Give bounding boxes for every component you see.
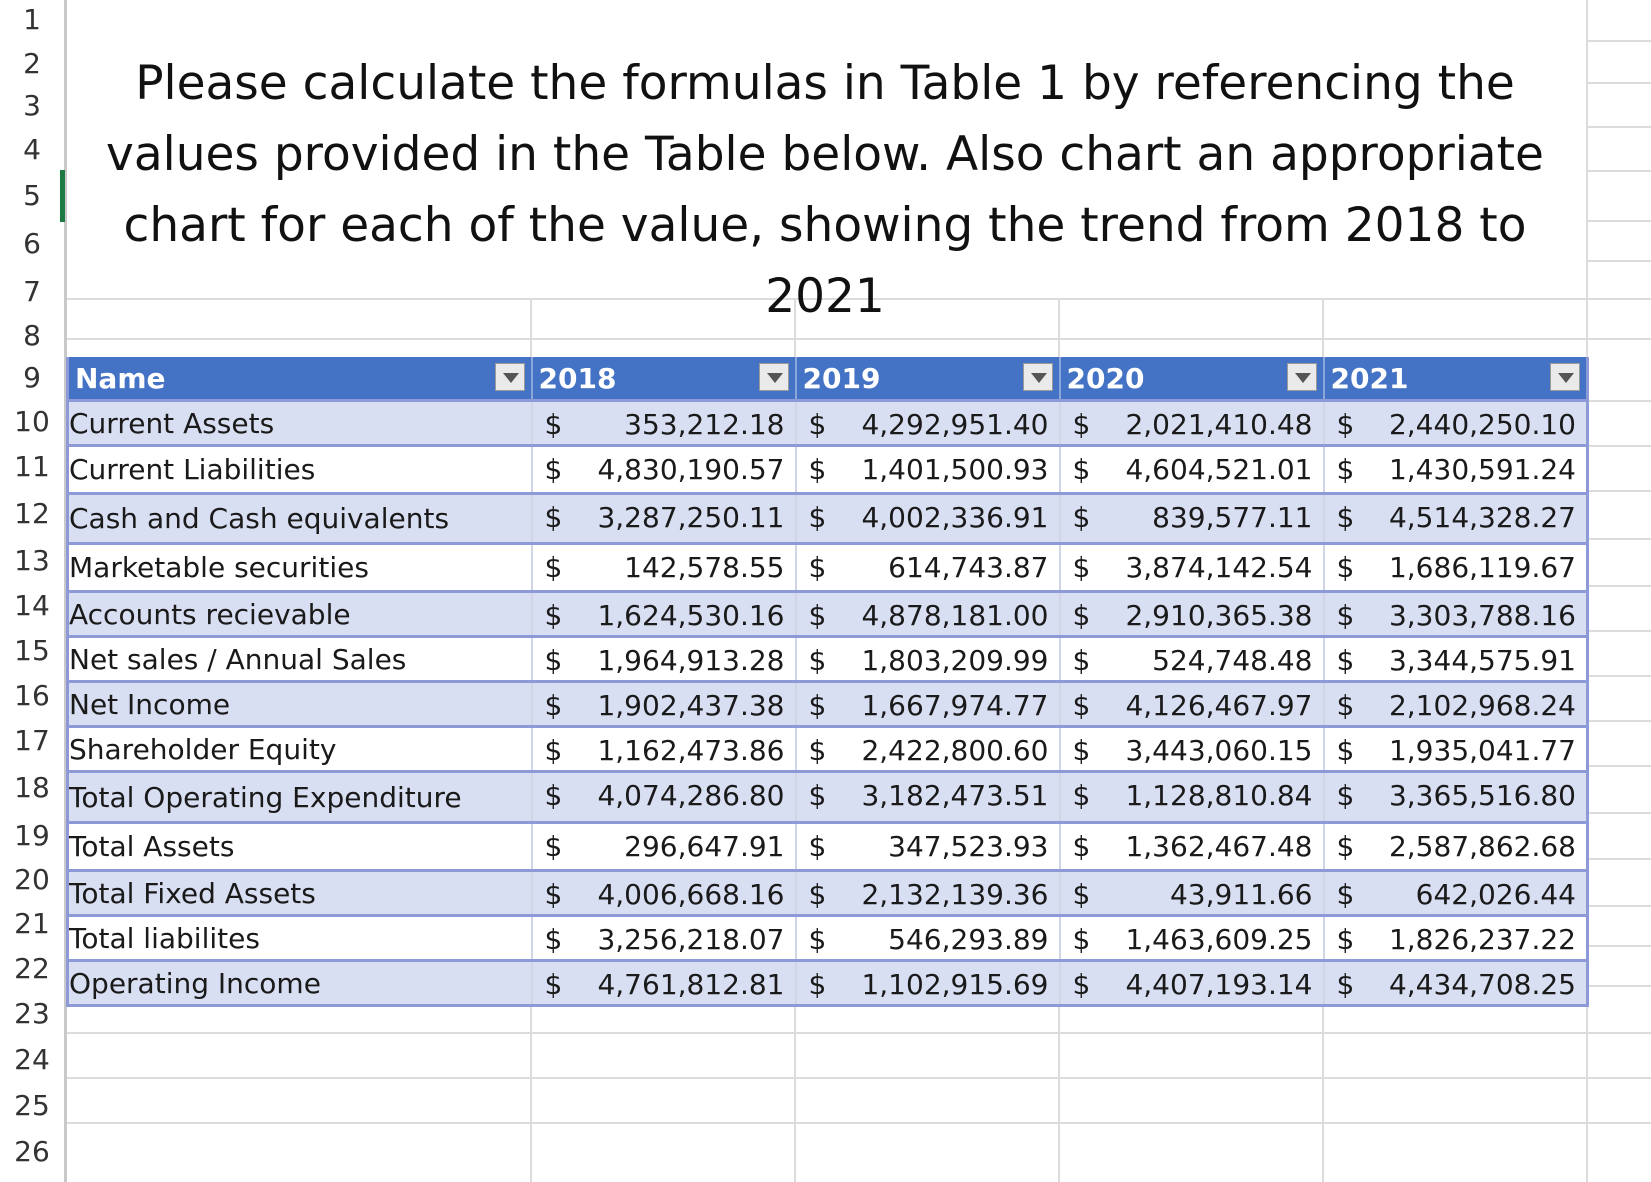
- table-row: [68, 446, 1588, 494]
- value-cell[interactable]: [1060, 823, 1324, 871]
- currency-symbol: $: [1336, 599, 1355, 632]
- table-row: [68, 916, 1588, 961]
- currency-symbol: $: [1336, 689, 1355, 722]
- amount-value: 1,430,591.24: [1388, 453, 1576, 486]
- currency-symbol: $: [1336, 779, 1355, 812]
- row-number[interactable]: 7: [23, 275, 41, 308]
- currency-symbol: $: [544, 779, 563, 812]
- amount-value: 3,303,788.16: [1388, 599, 1576, 632]
- amount-value: 2,422,800.60: [861, 734, 1049, 767]
- amount-value: 4,434,708.25: [1388, 968, 1576, 1001]
- value-cell[interactable]: [1324, 592, 1588, 637]
- header-2019[interactable]: 2019: [796, 357, 1060, 401]
- value-cell[interactable]: [1324, 401, 1588, 446]
- row-label-cell[interactable]: Shareholder Equity: [68, 727, 532, 772]
- currency-symbol: $: [808, 830, 827, 863]
- amount-value: 4,761,812.81: [597, 968, 785, 1001]
- amount-value: 1,686,119.67: [1388, 551, 1576, 584]
- row-header-column: [0, 0, 67, 1182]
- amount-value: 3,344,575.91: [1388, 644, 1576, 677]
- value-cell[interactable]: [796, 401, 1060, 446]
- row-number[interactable]: 8: [23, 319, 41, 352]
- value-cell[interactable]: [1060, 682, 1324, 727]
- currency-symbol: $: [544, 551, 563, 584]
- value-cell[interactable]: [1324, 916, 1588, 961]
- currency-symbol: $: [808, 408, 827, 441]
- value-cell[interactable]: [1324, 823, 1588, 871]
- value-cell[interactable]: [1324, 727, 1588, 772]
- value-cell[interactable]: [1060, 494, 1324, 544]
- currency-symbol: $: [1072, 923, 1091, 956]
- row-number[interactable]: 5: [23, 179, 41, 212]
- currency-symbol: $: [808, 599, 827, 632]
- value-cell[interactable]: [1060, 401, 1324, 446]
- currency-symbol: $: [1072, 878, 1091, 911]
- currency-symbol: $: [1336, 830, 1355, 863]
- row-number[interactable]: 22: [14, 952, 50, 985]
- amount-value: 2,021,410.48: [1125, 408, 1313, 441]
- header-name[interactable]: Name: [68, 357, 532, 401]
- row-label-cell[interactable]: Total Assets: [68, 823, 532, 871]
- amount-value: 524,748.48: [1152, 644, 1313, 677]
- value-cell[interactable]: [796, 823, 1060, 871]
- amount-value: 3,443,060.15: [1125, 734, 1313, 767]
- currency-symbol: $: [1336, 734, 1355, 767]
- value-cell[interactable]: [796, 637, 1060, 682]
- row-number[interactable]: 10: [14, 405, 50, 438]
- instructions-text[interactable]: Please calculate the formulas in Table 1 by referencing the values provided in the Table below. Also chart an appropriate chart for each of the value, showing the trend from 2018 to 2021: [106, 56, 1544, 324]
- row-number[interactable]: 11: [14, 450, 50, 483]
- value-cell[interactable]: [796, 916, 1060, 961]
- amount-value: 3,182,473.51: [861, 779, 1049, 812]
- value-cell[interactable]: [796, 727, 1060, 772]
- value-cell[interactable]: [532, 871, 796, 916]
- amount-value: 4,006,668.16: [597, 878, 785, 911]
- value-cell[interactable]: [796, 592, 1060, 637]
- amount-value: 347,523.93: [888, 830, 1049, 863]
- amount-value: 614,743.87: [888, 551, 1049, 584]
- table-row: [68, 871, 1588, 916]
- value-cell[interactable]: [796, 544, 1060, 592]
- row-number[interactable]: 14: [14, 589, 50, 622]
- currency-symbol: $: [1336, 968, 1355, 1001]
- amount-value: 1,826,237.22: [1388, 923, 1576, 956]
- value-cell[interactable]: [1060, 544, 1324, 592]
- row-number[interactable]: 23: [14, 997, 50, 1030]
- table-row: [68, 494, 1588, 544]
- value-cell[interactable]: [796, 682, 1060, 727]
- header-2018[interactable]: 2018: [532, 357, 796, 401]
- value-cell[interactable]: [1060, 772, 1324, 823]
- table-row: [68, 637, 1588, 682]
- row-label-cell[interactable]: Total liabilites: [68, 916, 532, 961]
- value-cell[interactable]: [1324, 494, 1588, 544]
- currency-symbol: $: [544, 644, 563, 677]
- currency-symbol: $: [544, 453, 563, 486]
- value-cell[interactable]: [1324, 961, 1588, 1006]
- value-cell[interactable]: [1060, 871, 1324, 916]
- currency-symbol: $: [1072, 501, 1091, 534]
- row-label-cell[interactable]: Current Liabilities: [68, 446, 532, 494]
- value-cell[interactable]: [1060, 961, 1324, 1006]
- currency-symbol: $: [544, 408, 563, 441]
- currency-symbol: $: [544, 923, 563, 956]
- amount-value: 1,362,467.48: [1125, 830, 1313, 863]
- table-row: [68, 961, 1588, 1006]
- row-number[interactable]: 4: [23, 133, 41, 166]
- value-cell[interactable]: [1324, 544, 1588, 592]
- amount-value: 296,647.91: [624, 830, 785, 863]
- table-header-row: [68, 357, 1588, 401]
- value-cell[interactable]: [1324, 772, 1588, 823]
- row-number[interactable]: 15: [14, 634, 50, 667]
- amount-value: 2,910,365.38: [1125, 599, 1313, 632]
- currency-symbol: $: [1072, 408, 1091, 441]
- row-number[interactable]: 1: [23, 3, 41, 36]
- currency-symbol: $: [808, 968, 827, 1001]
- amount-value: 839,577.11: [1152, 501, 1313, 534]
- amount-value: 4,126,467.97: [1125, 689, 1313, 722]
- amount-value: 4,604,521.01: [1125, 453, 1313, 486]
- currency-symbol: $: [808, 453, 827, 486]
- row-label-cell[interactable]: Total Operating Expenditure: [68, 772, 532, 823]
- value-cell[interactable]: [796, 494, 1060, 544]
- currency-symbol: $: [1072, 734, 1091, 767]
- amount-value: 2,102,968.24: [1388, 689, 1576, 722]
- row-number[interactable]: 26: [14, 1135, 50, 1168]
- currency-symbol: $: [1072, 453, 1091, 486]
- financial-data-table: [66, 357, 1589, 1007]
- amount-value: 142,578.55: [624, 551, 785, 584]
- table-row: [68, 772, 1588, 823]
- row-label-cell[interactable]: Net sales / Annual Sales: [68, 637, 532, 682]
- value-cell[interactable]: [1324, 637, 1588, 682]
- amount-value: 4,830,190.57: [597, 453, 785, 486]
- amount-value: 1,128,810.84: [1125, 779, 1313, 812]
- currency-symbol: $: [544, 968, 563, 1001]
- table-row: [68, 823, 1588, 871]
- row-number[interactable]: 16: [14, 679, 50, 712]
- value-cell[interactable]: [1060, 916, 1324, 961]
- currency-symbol: $: [544, 689, 563, 722]
- value-cell[interactable]: [1060, 592, 1324, 637]
- selected-row-indicator: [60, 170, 65, 222]
- currency-symbol: $: [544, 734, 563, 767]
- value-cell[interactable]: [532, 544, 796, 592]
- amount-value: 1,624,530.16: [597, 599, 785, 632]
- row-number[interactable]: 25: [14, 1089, 50, 1122]
- currency-symbol: $: [1336, 644, 1355, 677]
- amount-value: 1,667,974.77: [861, 689, 1049, 722]
- currency-symbol: $: [1336, 408, 1355, 441]
- row-number[interactable]: 9: [23, 361, 41, 394]
- amount-value: 1,162,473.86: [597, 734, 785, 767]
- currency-symbol: $: [1072, 644, 1091, 677]
- value-cell[interactable]: [532, 446, 796, 494]
- currency-symbol: $: [1336, 551, 1355, 584]
- value-cell[interactable]: [796, 871, 1060, 916]
- value-cell[interactable]: [532, 916, 796, 961]
- row-label-cell[interactable]: Net Income: [68, 682, 532, 727]
- amount-value: 3,287,250.11: [597, 501, 785, 534]
- row-number[interactable]: 18: [14, 771, 50, 804]
- amount-value: 1,935,041.77: [1388, 734, 1576, 767]
- currency-symbol: $: [808, 689, 827, 722]
- currency-symbol: $: [1072, 779, 1091, 812]
- filter-dropdown-icon[interactable]: [1287, 363, 1317, 391]
- currency-symbol: $: [808, 551, 827, 584]
- amount-value: 2,440,250.10: [1388, 408, 1576, 441]
- currency-symbol: $: [1072, 968, 1091, 1001]
- currency-symbol: $: [808, 644, 827, 677]
- filter-dropdown-icon[interactable]: [1023, 363, 1053, 391]
- amount-value: 2,587,862.68: [1388, 830, 1576, 863]
- value-cell[interactable]: [1324, 682, 1588, 727]
- amount-value: 4,407,193.14: [1125, 968, 1313, 1001]
- value-cell[interactable]: [796, 961, 1060, 1006]
- value-cell[interactable]: [532, 727, 796, 772]
- row-number[interactable]: 2: [23, 47, 41, 80]
- row-number[interactable]: 17: [14, 724, 50, 757]
- row-label-cell[interactable]: Current Assets: [68, 401, 532, 446]
- row-label-cell[interactable]: Cash and Cash equivalents: [68, 494, 532, 544]
- currency-symbol: $: [808, 878, 827, 911]
- table-row: [68, 401, 1588, 446]
- amount-value: 1,902,437.38: [597, 689, 785, 722]
- amount-value: 1,463,609.25: [1125, 923, 1313, 956]
- row-number[interactable]: 12: [14, 497, 50, 530]
- amount-value: 2,132,139.36: [861, 878, 1049, 911]
- row-label-cell[interactable]: Operating Income: [68, 961, 532, 1006]
- table-row: [68, 544, 1588, 592]
- amount-value: 1,401,500.93: [861, 453, 1049, 486]
- row-number[interactable]: 6: [23, 227, 41, 260]
- currency-symbol: $: [808, 501, 827, 534]
- amount-value: 1,102,915.69: [861, 968, 1049, 1001]
- header-2021[interactable]: 2021: [1324, 357, 1588, 401]
- value-cell[interactable]: [532, 823, 796, 871]
- amount-value: 353,212.18: [624, 408, 785, 441]
- currency-symbol: $: [1072, 551, 1091, 584]
- amount-value: 546,293.89: [888, 923, 1049, 956]
- currency-symbol: $: [1336, 923, 1355, 956]
- amount-value: 4,514,328.27: [1388, 501, 1576, 534]
- row-label-cell[interactable]: Total Fixed Assets: [68, 871, 532, 916]
- amount-value: 4,292,951.40: [861, 408, 1049, 441]
- currency-symbol: $: [1072, 599, 1091, 632]
- value-cell[interactable]: [532, 592, 796, 637]
- table-row: [68, 727, 1588, 772]
- amount-value: 4,074,286.80: [597, 779, 785, 812]
- row-number[interactable]: 13: [14, 544, 50, 577]
- value-cell[interactable]: [1324, 446, 1588, 494]
- filter-dropdown-icon[interactable]: [495, 363, 525, 391]
- currency-symbol: $: [544, 830, 563, 863]
- currency-symbol: $: [544, 599, 563, 632]
- table-row: [68, 682, 1588, 727]
- row-label-cell[interactable]: Accounts recievable: [68, 592, 532, 637]
- currency-symbol: $: [808, 779, 827, 812]
- row-number[interactable]: 19: [14, 819, 50, 852]
- value-cell[interactable]: [532, 961, 796, 1006]
- value-cell[interactable]: [796, 772, 1060, 823]
- value-cell[interactable]: [532, 637, 796, 682]
- amount-value: 3,874,142.54: [1125, 551, 1313, 584]
- currency-symbol: $: [808, 923, 827, 956]
- amount-value: 3,256,218.07: [597, 923, 785, 956]
- row-number[interactable]: 20: [14, 863, 50, 896]
- currency-symbol: $: [808, 734, 827, 767]
- table-row: [68, 592, 1588, 637]
- currency-symbol: $: [544, 501, 563, 534]
- currency-symbol: $: [1072, 689, 1091, 722]
- header-2020[interactable]: 2020: [1060, 357, 1324, 401]
- value-cell[interactable]: [1060, 637, 1324, 682]
- filter-dropdown-icon[interactable]: [1550, 363, 1580, 391]
- amount-value: 43,911.66: [1169, 878, 1313, 911]
- value-cell[interactable]: [532, 494, 796, 544]
- filter-dropdown-icon[interactable]: [759, 363, 789, 391]
- amount-value: 4,002,336.91: [861, 501, 1049, 534]
- row-number[interactable]: 3: [23, 89, 41, 122]
- value-cell[interactable]: [1324, 871, 1588, 916]
- value-cell[interactable]: [796, 446, 1060, 494]
- row-number[interactable]: 24: [14, 1043, 50, 1076]
- currency-symbol: $: [1336, 453, 1355, 486]
- value-cell[interactable]: [1060, 446, 1324, 494]
- currency-symbol: $: [1336, 501, 1355, 534]
- amount-value: 1,803,209.99: [861, 644, 1049, 677]
- currency-symbol: $: [544, 878, 563, 911]
- amount-value: 642,026.44: [1415, 878, 1576, 911]
- row-label-cell[interactable]: Marketable securities: [68, 544, 532, 592]
- amount-value: 3,365,516.80: [1388, 779, 1576, 812]
- value-cell[interactable]: [1060, 727, 1324, 772]
- row-number[interactable]: 21: [14, 907, 50, 940]
- value-cell[interactable]: [532, 772, 796, 823]
- value-cell[interactable]: [532, 682, 796, 727]
- value-cell[interactable]: [532, 401, 796, 446]
- currency-symbol: $: [1336, 878, 1355, 911]
- currency-symbol: $: [1072, 830, 1091, 863]
- amount-value: 4,878,181.00: [861, 599, 1049, 632]
- amount-value: 1,964,913.28: [597, 644, 785, 677]
